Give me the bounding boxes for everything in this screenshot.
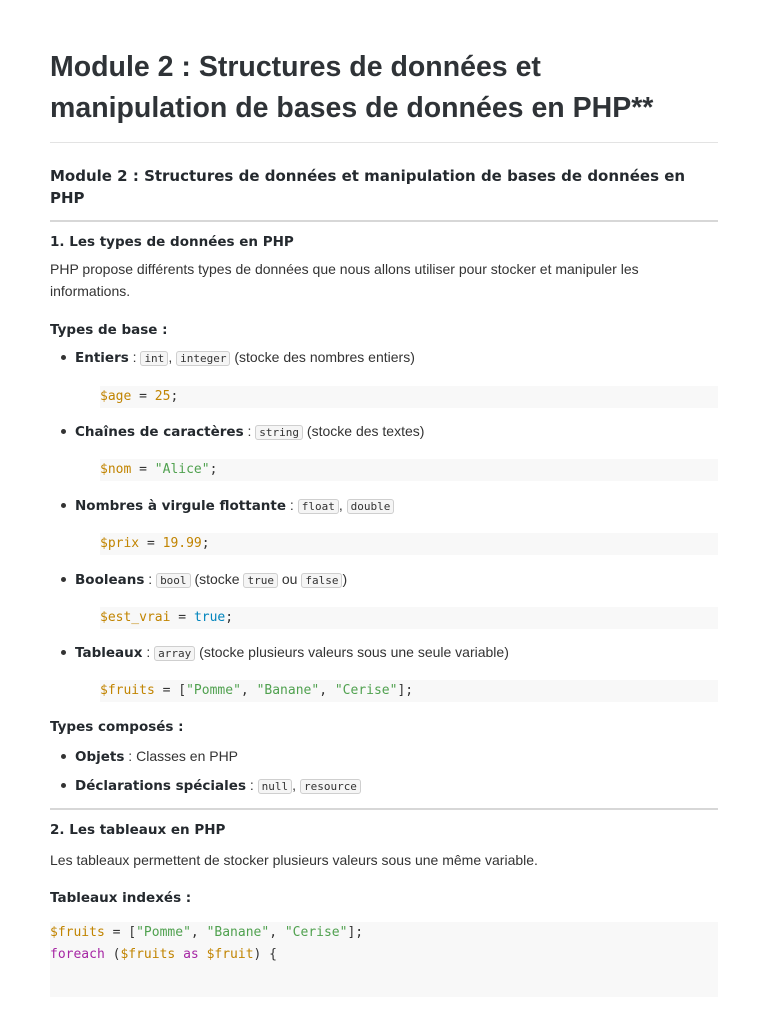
item-label: Déclarations spéciales: [75, 778, 246, 794]
composed-types-list: [50, 746, 718, 797]
inline-code: string: [255, 425, 303, 440]
list-item: Booleans : bool (stocke true ou false ): [75, 569, 718, 591]
inline-code: array: [154, 646, 195, 661]
inline-code: float: [298, 499, 339, 514]
list-item: Tableaux : array (stocke plusieurs valeurs sous une seule variable): [75, 642, 718, 664]
item-desc: (stocke des textes): [303, 423, 425, 439]
inline-code: false: [301, 573, 342, 588]
list-item: Nombres à virgule flottante : float , double: [75, 495, 718, 517]
section-1-intro: PHP propose différents types de données que nous allons utiliser pour stocker et manipuler les informations.: [50, 261, 639, 299]
code-block: $prix = 19.99;: [100, 533, 718, 555]
code-block: $fruits = ["Pomme", "Banane", "Cerise"];: [100, 680, 718, 702]
inline-code: integer: [176, 351, 230, 366]
item-label: Nombres à virgule flottante: [75, 498, 287, 514]
code-block: $est_vrai = true;: [100, 607, 718, 629]
page-title: Module 2 : Structures de données et manipulation de bases de données en PHP**: [50, 0, 718, 143]
inline-code: resource: [300, 779, 361, 794]
code-block: $nom = "Alice";: [100, 459, 718, 481]
section-divider: [50, 808, 718, 810]
basic-types-list: [50, 347, 718, 702]
inline-code: true: [243, 573, 278, 588]
item-label: Objets: [75, 749, 125, 765]
module-subtitle: Module 2 : Structures de données et manipulation de bases de données en PHP: [50, 165, 718, 222]
item-label: Booleans: [75, 572, 145, 588]
item-label: Chaînes de caractères: [75, 424, 244, 440]
code-block: $fruits = ["Pomme", "Banane", "Cerise"]; foreach ($fruits as $fruit) {: [50, 922, 718, 997]
inline-code: bool: [156, 573, 191, 588]
section-2-intro: Les tableaux permettent de stocker plusieurs valeurs sous une même variable.: [50, 852, 538, 868]
list-item: Chaînes de caractères : string (stocke des textes): [75, 421, 718, 443]
composed-types-heading: Types composés :: [50, 719, 184, 735]
inline-code: int: [140, 351, 168, 366]
item-label: Entiers: [75, 350, 129, 366]
inline-code: double: [347, 499, 395, 514]
list-item: Entiers : int , integer (stocke des nombres entiers): [75, 347, 718, 369]
indexed-arrays-heading: Tableaux indexés :: [50, 890, 192, 906]
section-1-heading: 1. Les types de données en PHP: [50, 234, 294, 250]
code-block: $age = 25;: [100, 386, 718, 408]
item-desc: (stocke plusieurs valeurs sous une seule variable): [195, 644, 509, 660]
inline-code: null: [258, 779, 293, 794]
item-desc: Classes en PHP: [136, 748, 239, 764]
section-2-heading: 2. Les tableaux en PHP: [50, 822, 226, 838]
basic-types-heading: Types de base :: [50, 322, 168, 338]
list-item: Déclarations spéciales : null , resource: [75, 775, 718, 797]
item-desc: (stocke des nombres entiers): [230, 349, 415, 365]
list-item: Objets : Classes en PHP: [75, 746, 718, 767]
item-label: Tableaux: [75, 645, 143, 661]
